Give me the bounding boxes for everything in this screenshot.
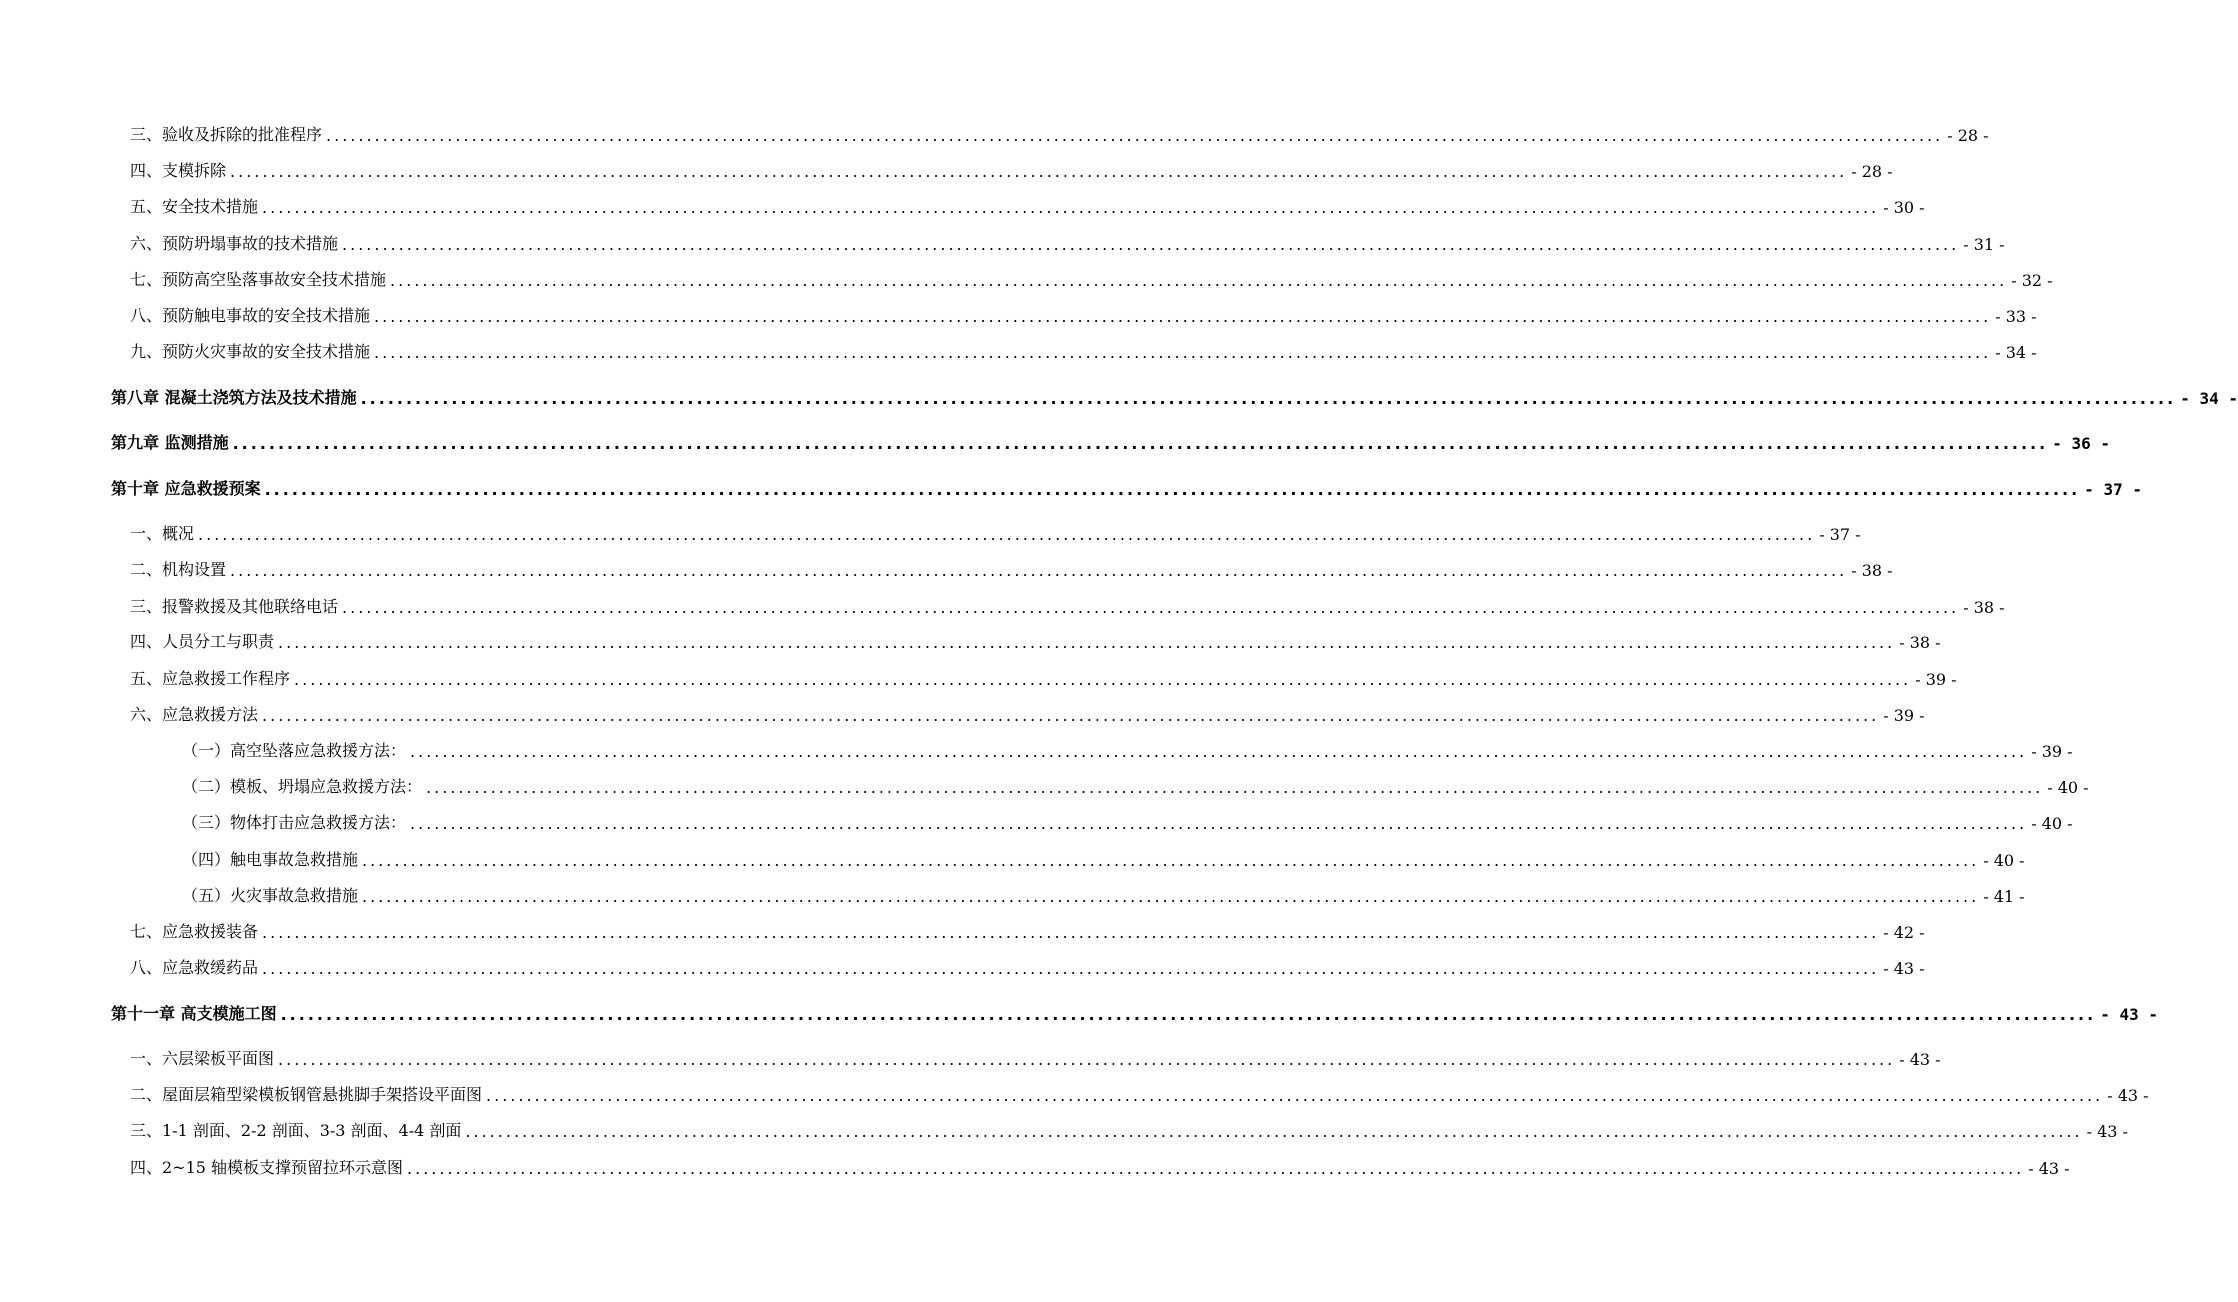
toc-entry-page: - 39 -: [1883, 706, 1925, 725]
toc-entry-page: - 38 -: [1899, 633, 1941, 652]
toc-entry-page: - 39 -: [2031, 742, 2073, 761]
toc-entry-title: 五、应急救援工作程序: [130, 669, 291, 688]
toc-entry-title: 三、验收及拆除的批准程序: [130, 125, 323, 144]
toc-entry-title: 三、报警救援及其他联络电话: [130, 597, 339, 616]
toc-entry-page: - 28 -: [1947, 126, 1989, 145]
toc-entry-page: - 38 -: [1851, 561, 1893, 580]
toc-entry-title: 六、预防坍塌事故的技术措施: [130, 234, 339, 253]
toc-leader-dots: ........................................................................................................................................................................................................: [326, 126, 1944, 145]
toc-entry-title: 四、支模拆除: [130, 161, 227, 180]
toc-entry[interactable]: [0, 187, 1925, 217]
toc-entry-page: - 31 -: [1963, 235, 2005, 254]
toc-entry-title: 七、预防高空坠落事故安全技术措施: [130, 270, 387, 289]
toc-leader-dots: ........................................................................................................................................................................................................: [374, 307, 1992, 326]
toc-entry-title: （五）火灾事故急救措施: [182, 886, 359, 905]
toc-entry-title: 二、机构设置: [130, 560, 227, 579]
toc-leader-dots: ........................................................................................................................................................................................................: [426, 778, 2044, 797]
toc-entry-page: - 32 -: [2011, 271, 2053, 290]
toc-leader-dots: ........................................................................................................................................................................................................: [294, 670, 1912, 689]
toc-leader-dots: ........................................................................................................................................................................................................: [410, 814, 2028, 833]
toc-entry[interactable]: [0, 378, 2238, 408]
toc-entry-title: （一）高空坠落应急救援方法：: [182, 741, 407, 760]
toc-leader-dots: ........................................................................................................................................................................................................: [465, 1122, 2083, 1141]
toc-entry-page: - 43 -: [2107, 1086, 2149, 1105]
toc-leader-dots: ........................................................................................................................................................................................................: [342, 598, 1960, 617]
toc-entry[interactable]: [0, 1111, 2128, 1141]
toc-entry-page: - 40 -: [2047, 778, 2089, 797]
toc-entry-title: 一、概况: [130, 524, 195, 543]
toc-entry-page: - 28 -: [1851, 162, 1893, 181]
toc-leader-dots: ........................................................................................................................................................................................................: [374, 343, 1992, 362]
toc-entry[interactable]: [0, 912, 1925, 942]
toc-entry[interactable]: [0, 224, 2005, 254]
toc-entry-page: - 40 -: [2031, 814, 2073, 833]
toc-entry[interactable]: [0, 622, 1941, 652]
toc-entry-page: - 43 -: [2100, 1005, 2158, 1024]
toc-leader-dots: ........................................................................................................................................................................................................: [390, 271, 2008, 290]
toc-leader-dots: ........................................................................................................................................................................................................: [230, 561, 1848, 580]
toc-entry[interactable]: [0, 423, 2110, 453]
toc-entry-title: 第八章 混凝土浇筑方法及技术措施: [111, 388, 357, 407]
toc-leader-dots: ........................................................................................................................................................................................................: [486, 1086, 2104, 1105]
toc-entry[interactable]: [0, 767, 2089, 797]
toc-leader-dots: ........................................................................................................................................................................................................: [410, 742, 2028, 761]
toc-entry[interactable]: [0, 994, 2158, 1024]
toc-entry-title: 八、应急救缓药品: [130, 958, 259, 977]
toc-leader-dots: ........................................................................................................................................................................................................: [262, 959, 1880, 978]
toc-entry[interactable]: [0, 332, 2037, 362]
toc-entry-title: 四、2~15 轴模板支撑预留拉环示意图: [130, 1158, 404, 1177]
toc-entry-title: 三、1-1 剖面、2-2 剖面、3-3 剖面、4-4 剖面: [130, 1121, 462, 1140]
toc-entry-page: - 37 -: [1819, 525, 1861, 544]
toc-entry-page: - 43 -: [2028, 1159, 2070, 1178]
toc-leader-dots: ........................................................................................................................................................................................................: [262, 706, 1880, 725]
toc-entry-title: （四）触电事故急救措施: [182, 850, 359, 869]
toc-entry[interactable]: [0, 840, 2025, 870]
toc-entry-title: 八、预防触电事故的安全技术措施: [130, 306, 371, 325]
toc-entry-title: 第九章 监测措施: [111, 433, 229, 452]
toc-entry-page: - 37 -: [2084, 480, 2142, 499]
toc-entry[interactable]: [0, 550, 1893, 580]
toc-leader-dots: ........................................................................................................................................................................................................: [360, 389, 2177, 408]
toc-entry[interactable]: [0, 695, 1925, 725]
toc-leader-dots: ........................................................................................................................................................................................................: [362, 851, 1980, 870]
toc-entry-title: （三）物体打击应急救援方法：: [182, 813, 407, 832]
toc-entry-title: 二、屋面层箱型梁模板钢管悬挑脚手架搭设平面图: [130, 1085, 483, 1104]
toc-entry-title: 九、预防火灾事故的安全技术措施: [130, 342, 371, 361]
toc-entry-title: 五、安全技术措施: [130, 197, 259, 216]
toc-entry[interactable]: [0, 1075, 2149, 1105]
toc-entry-page: - 39 -: [1915, 670, 1957, 689]
toc-entry[interactable]: [0, 587, 2005, 617]
toc-entry-page: - 34 -: [1995, 343, 2037, 362]
toc-entry-page: - 43 -: [1899, 1050, 1941, 1069]
toc-leader-dots: ........................................................................................................................................................................................................: [198, 525, 1816, 544]
toc-entry[interactable]: [0, 659, 1957, 689]
toc-entry-page: - 33 -: [1995, 307, 2037, 326]
toc-entry[interactable]: [0, 469, 2142, 499]
toc-entry-page: - 43 -: [2086, 1122, 2128, 1141]
toc-entry-page: - 42 -: [1883, 923, 1925, 942]
toc-entry[interactable]: [0, 514, 1861, 544]
toc-leader-dots: ........................................................................................................................................................................................................: [264, 480, 2081, 499]
toc-entry-page: - 38 -: [1963, 598, 2005, 617]
toc-leader-dots: ........................................................................................................................................................................................................: [262, 198, 1880, 217]
toc-entry[interactable]: [0, 296, 2037, 326]
toc-leader-dots: ........................................................................................................................................................................................................: [232, 434, 2049, 453]
toc-entry-title: （二）模板、坍塌应急救援方法：: [182, 777, 423, 796]
toc-entry-page: - 40 -: [1983, 851, 2025, 870]
toc-entry-page: - 36 -: [2052, 434, 2110, 453]
toc-entry-title: 四、人员分工与职责: [130, 632, 275, 651]
toc-entry[interactable]: [0, 1039, 1941, 1069]
toc-entry-title: 第十一章 高支模施工图: [111, 1004, 277, 1023]
toc-leader-dots: ........................................................................................................................................................................................................: [262, 923, 1880, 942]
toc-leader-dots: ........................................................................................................................................................................................................: [407, 1159, 2025, 1178]
toc-entry-title: 六、应急救援方法: [130, 705, 259, 724]
toc-entry-title: 七、应急救援装备: [130, 922, 259, 941]
toc-leader-dots: ........................................................................................................................................................................................................: [342, 235, 1960, 254]
toc-entry[interactable]: [0, 151, 1893, 181]
toc-entry-title: 第十章 应急救援预案: [111, 479, 261, 498]
toc-leader-dots: ........................................................................................................................................................................................................: [362, 887, 1980, 906]
toc-leader-dots: ........................................................................................................................................................................................................: [278, 1050, 1896, 1069]
toc-entry[interactable]: [0, 260, 2053, 290]
toc-entry-page: - 43 -: [1883, 959, 1925, 978]
toc-entry-page: - 41 -: [1983, 887, 2025, 906]
toc-entry[interactable]: [0, 948, 1925, 978]
toc-entry-page: - 34 -: [2180, 389, 2238, 408]
toc-leader-dots: ........................................................................................................................................................................................................: [230, 162, 1848, 181]
toc-entry[interactable]: [0, 803, 2073, 833]
toc-entry[interactable]: [0, 731, 2073, 761]
toc-leader-dots: ........................................................................................................................................................................................................: [280, 1005, 2097, 1024]
toc-entry[interactable]: [0, 1148, 2070, 1178]
toc-leader-dots: ........................................................................................................................................................................................................: [278, 633, 1896, 652]
toc-entry-title: 一、六层梁板平面图: [130, 1049, 275, 1068]
toc-entry[interactable]: [0, 876, 2025, 906]
toc-entry-page: - 30 -: [1883, 198, 1925, 217]
toc-entry[interactable]: [0, 115, 1989, 145]
